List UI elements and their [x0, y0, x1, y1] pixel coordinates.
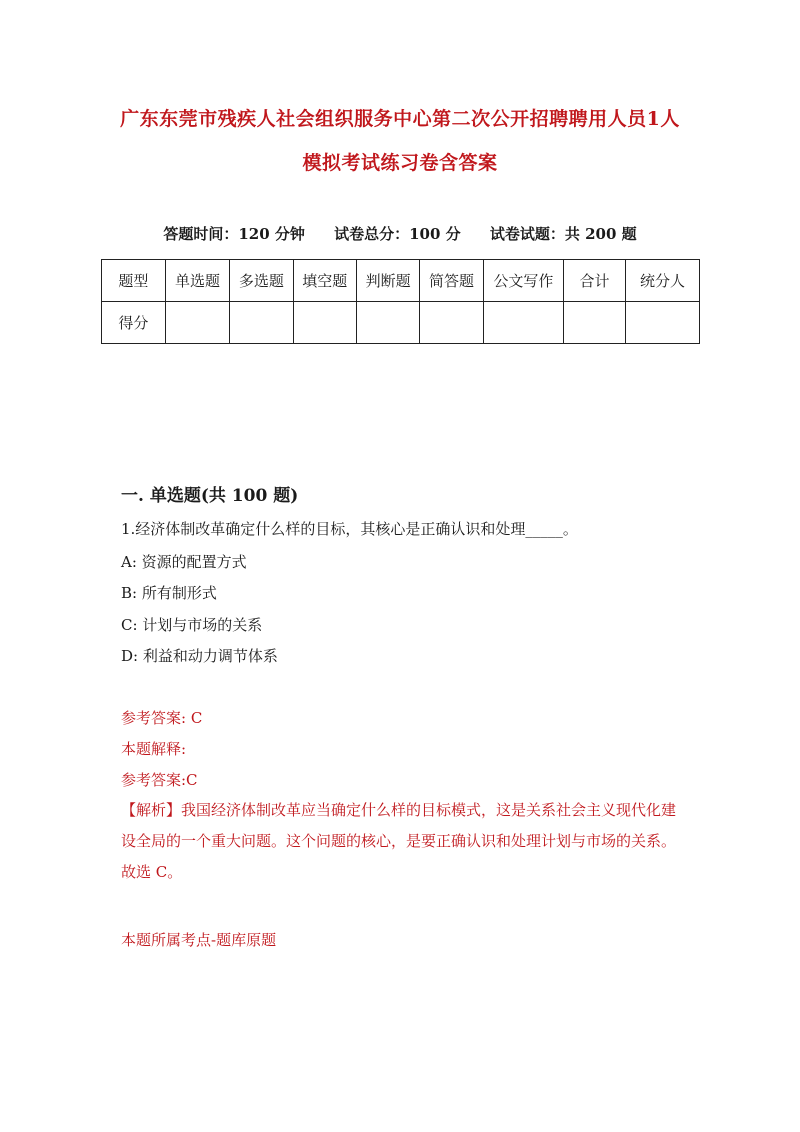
score-cell[interactable] [230, 302, 293, 344]
option-b: B: 所有制形式 [121, 584, 217, 602]
score-cell[interactable] [165, 302, 229, 344]
score-cell[interactable] [483, 302, 563, 344]
score-table-header-row [102, 260, 700, 302]
score-table-score-row [102, 302, 700, 344]
explanation-label: 本题解释: [121, 740, 187, 758]
exam-question-count: 试卷试题：共 200 题 [489, 225, 637, 243]
score-header-cell: 判断题 [356, 260, 419, 302]
option-c: C: 计划与市场的关系 [121, 616, 263, 634]
score-header-cell: 公文写作 [483, 260, 563, 302]
score-cell[interactable] [356, 302, 419, 344]
reference-answer: 参考答案: C [121, 709, 203, 727]
document-title-line1: 广东东莞市残疾人社会组织服务中心第二次公开招聘聘用人员1人 [120, 108, 680, 130]
score-header-cell: 合计 [564, 260, 626, 302]
question-text: 1.经济体制改革确定什么样的目标，其核心是正确认识和处理_____。 [121, 520, 578, 538]
score-header-cell: 填空题 [293, 260, 356, 302]
score-header-cell: 统分人 [625, 260, 699, 302]
score-row-label: 得分 [102, 302, 166, 344]
score-header-cell: 简答题 [420, 260, 483, 302]
option-d: D: 利益和动力调节体系 [121, 647, 278, 665]
reference-answer-2: 参考答案:C [121, 771, 198, 789]
score-table [101, 259, 700, 344]
score-cell[interactable] [420, 302, 483, 344]
score-cell[interactable] [625, 302, 699, 344]
score-cell[interactable] [564, 302, 626, 344]
score-cell[interactable] [293, 302, 356, 344]
score-header-cell: 题型 [102, 260, 166, 302]
section-title: 一. 单选题(共 100 题) [121, 486, 299, 506]
option-a: A: 资源的配置方式 [121, 553, 247, 571]
document-title-line2: 模拟考试练习卷含答案 [302, 152, 498, 174]
exam-total-score: 试卷总分：100 分 [334, 225, 461, 243]
exam-time: 答题时间：120 分钟 [163, 225, 305, 243]
analysis-text: 【解析】我国经济体制改革应当确定什么样的目标模式，这是关系社会主义现代化建设全局的一个重大问题。这个问题的核心，是要正确认识和处理计划与市场的关系。故选 C。 [121, 801, 677, 881]
score-header-cell: 多选题 [230, 260, 293, 302]
score-header-cell: 单选题 [165, 260, 229, 302]
question-source: 本题所属考点-题库原题 [121, 931, 277, 949]
exam-info [0, 223, 800, 244]
